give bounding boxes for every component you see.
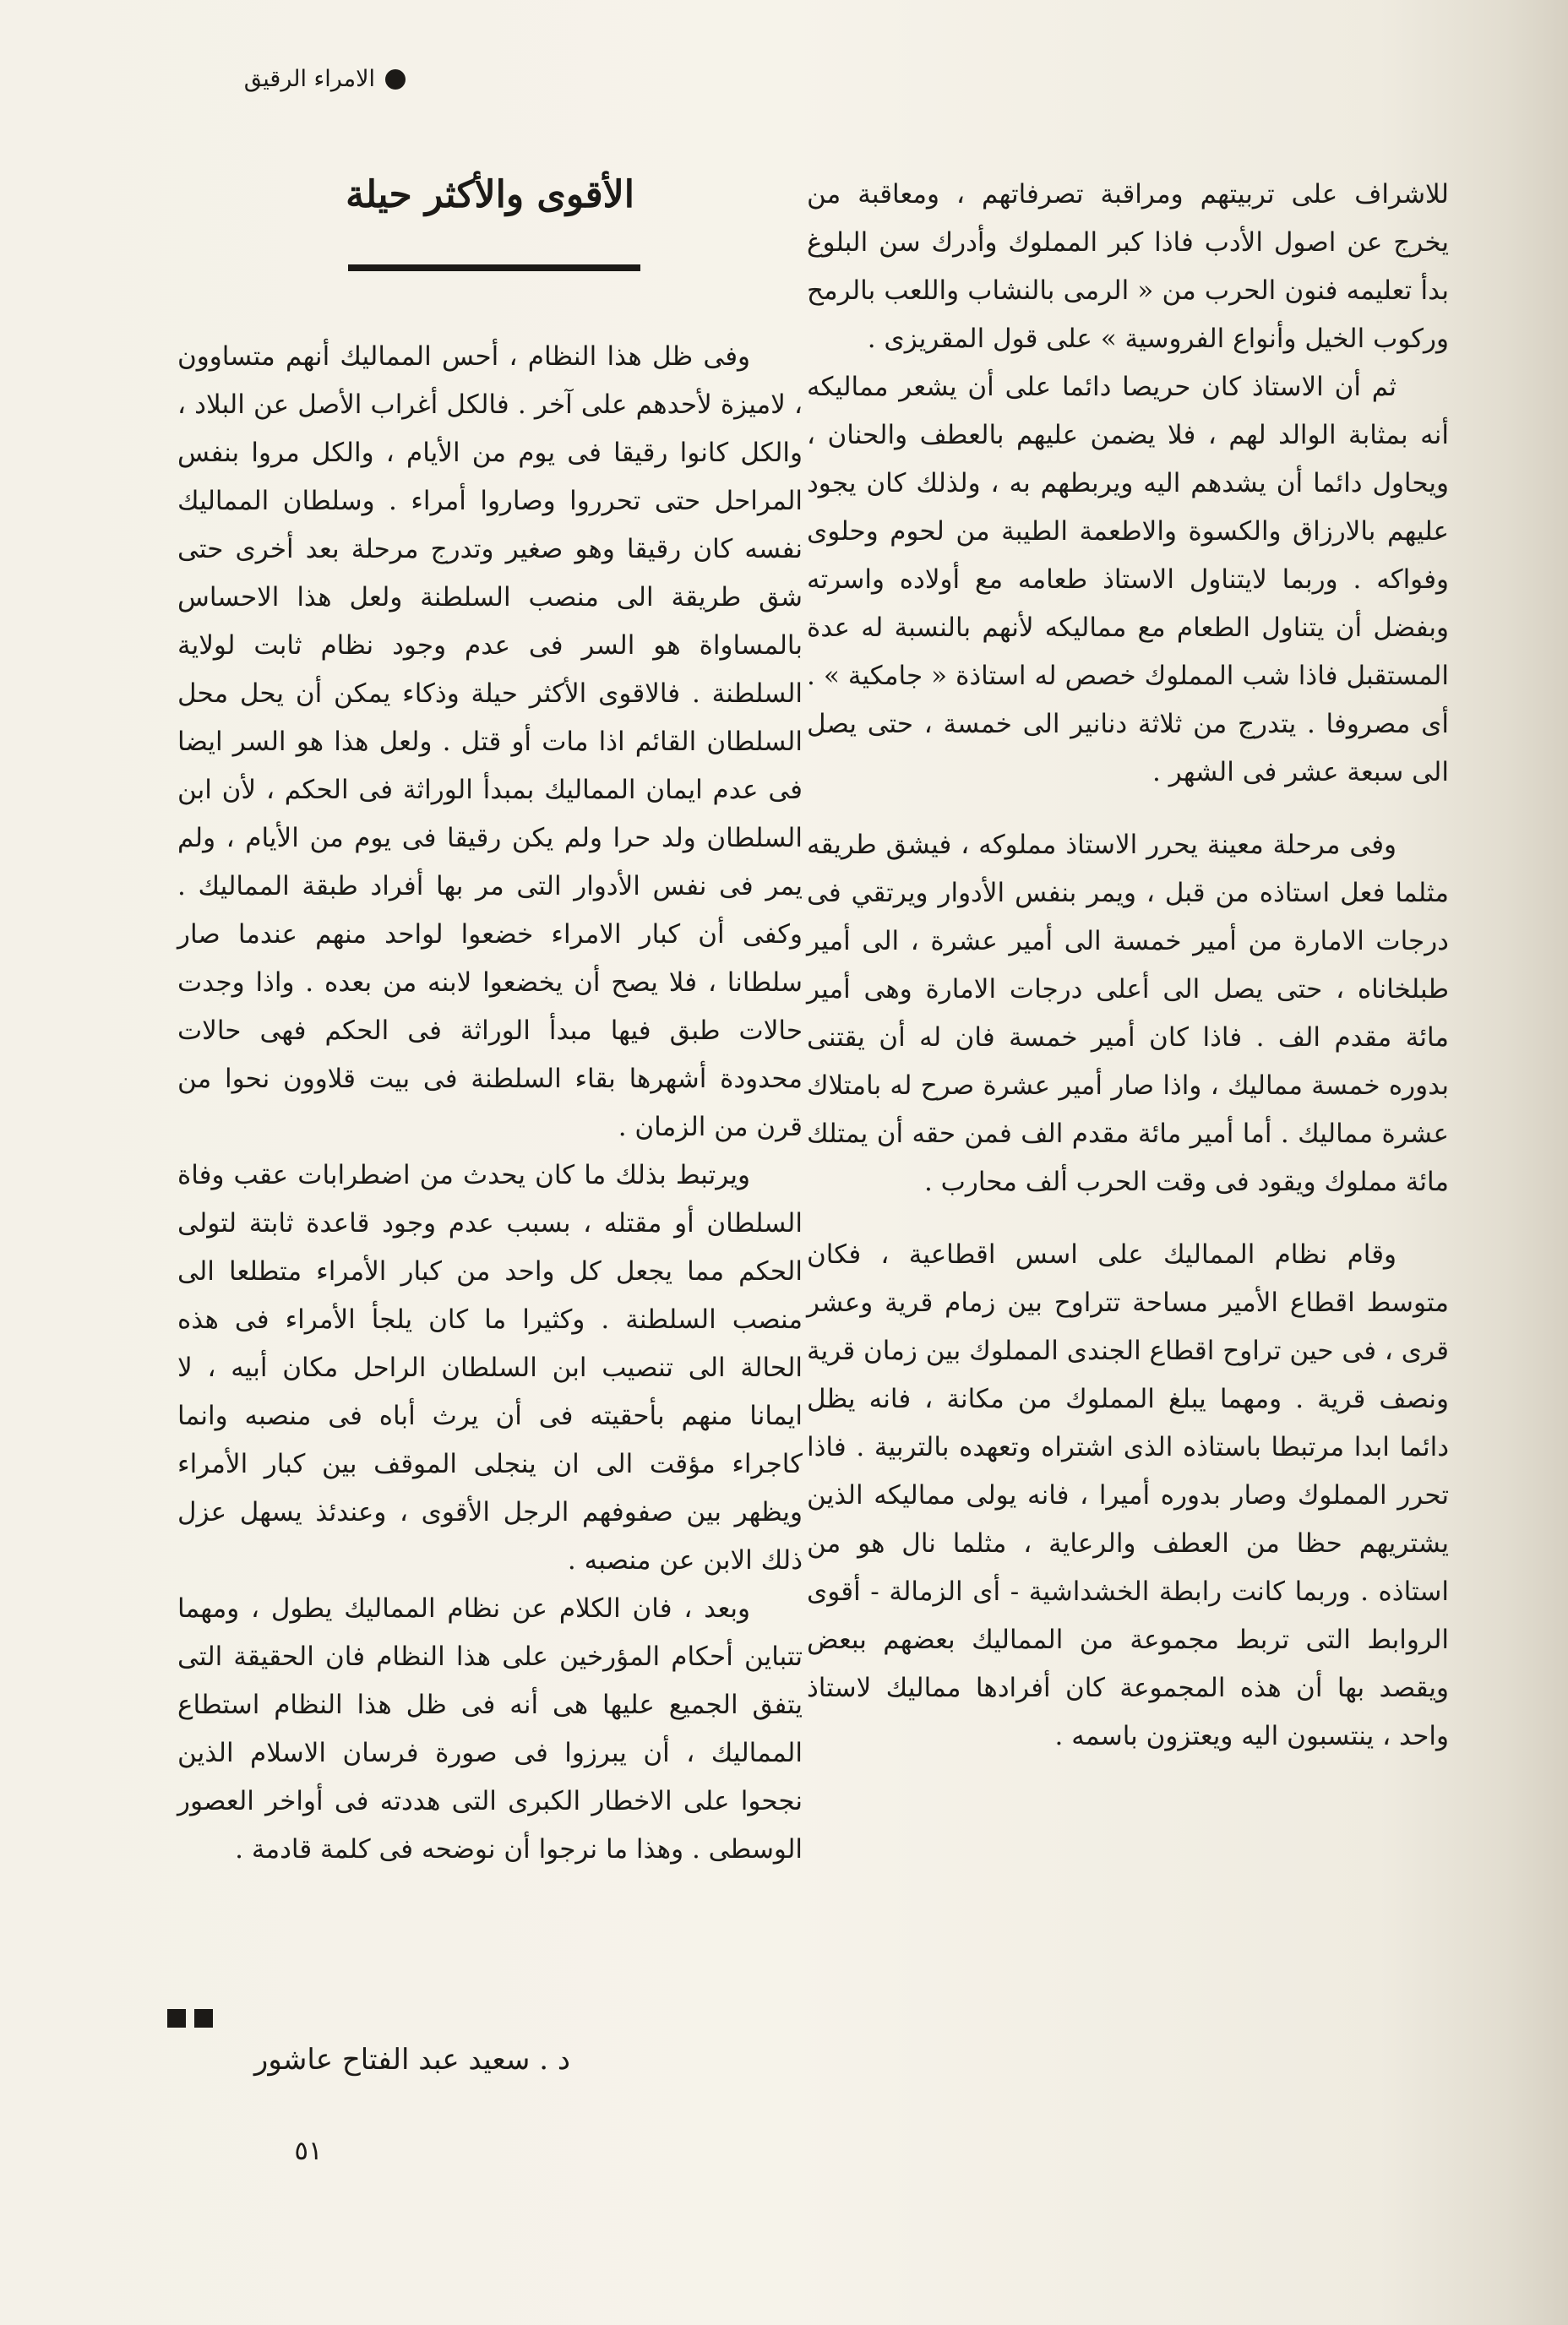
section-title: الأقوى والأكثر حيلة xyxy=(346,173,634,216)
end-of-article-marks xyxy=(167,2009,213,2028)
bullet-icon xyxy=(385,69,406,90)
paragraph: وبعد ، فان الكلام عن نظام المماليك يطول ، ومهما تتباين أحكام المؤرخين على هذا النظام فان الحقيقة التى يتفق الجميع عليها هى أنه فى ظل هذا النظام استطاع المماليك ، أن يبرزوا فى صورة فرسان الاسلام الذين نجحوا على الاخطار الكبرى التى هددته فى أواخر العصور الوسطى . وهذا ما نرجوا أن نوضحه فى كلمة قادمة . xyxy=(177,1593,803,1865)
paragraph: ثم أن الاستاذ كان حريصا دائما على أن يشعر مماليكه أنه بمثابة الوالد لهم ، فلا يضمن عليهم بالعطف والحنان ، ويحاول دائما أن يشدهم اليه ويربطهم به ، ولذلك كان يجود عليهم بالارزاق والكسوة والاطعمة الطيبة من لحوم وحلوى وفواكه . وربما لايتناول الاستاذ طعامه مع أولاده واسرته وبفضل أن يتناول الطعام مع مماليكه لأنهم بالنسبة له عدة المستقبل فاذا شب المملوك خصص له استاذة « جامكية » . أى مصروفا . يتدرج من ثلاثة دنانير الى خمسة ، حتى يصل الى سبعة عشر فى الشهر . xyxy=(807,372,1449,787)
paragraph: وقام نظام المماليك على اسس اقطاعية ، فكان متوسط اقطاع الأمير مساحة تتراوح بين زمام قرية وعشر قرى ، فى حين تراوح اقطاع الجندى المملوك بين زمان قرية ونصف قرية . ومهما يبلغ المملوك من مكانة ، فانه يظل دائما ابدا مرتبطا باستاذه الذى اشتراه وتعهده بالتربية . فاذا تحرر المملوك وصار بدوره أميرا ، فانه يولى مماليكه الذين يشتريهم حظا من العطف والرعاية ، مثلما نال هو من استاذه . وربما كانت رابطة الخشداشية - أى الزمالة - أقوى الروابط التى تربط مجموعة من المماليك بعضهم ببعض ويقصد بها أن هذه المجموعة كان أفرادها مماليك لاستاذ واحد ، ينتسبون اليه ويعتزون باسمه . xyxy=(807,1239,1449,1751)
paragraph: ويرتبط بذلك ما كان يحدث من اضطرابات عقب وفاة السلطان أو مقتله ، بسبب عدم وجود قاعدة ثابتة لتولى الحكم مما يجعل كل واحد من كبار الأمراء متطلعا الى منصب السلطنة . وكثيرا ما كان يلجأ الأمراء فى هذه الحالة الى تنصيب ابن السلطان الراحل مكان أبيه ، لا ايمانا منهم بأحقيته فى أن يرث أباه فى منصبه وانما كاجراء مؤقت الى ان ينجلى الموقف بين كبار الأمراء ويظهر بين صفوفهم الرجل الأقوى ، وعندئذ يسهل عزل ذلك الابن عن منصبه . xyxy=(177,1160,803,1576)
right-column xyxy=(807,171,1449,1761)
page-number: ٥١ xyxy=(294,2136,323,2166)
author-signature: د . سعيد عبد الفتاح عاشور xyxy=(253,2043,570,2077)
paragraph: وفى مرحلة معينة يحرر الاستاذ مملوكه ، فيشق طريقه مثلما فعل استاذه من قبل ، ويمر بنفس الأدوار ويرتقي فى درجات الامارة من أمير خمسة الى أمير عشرة ، الى أمير طبلخاناه ، حتى يصل الى أعلى درجات الامارة وهى أمير مائة مقدم الف . فاذا كان أمير خمسة فان له أن يقتنى بدوره خمسة مماليك ، واذا صار أمير عشرة صرح له بامتلاك عشرة مماليك . أما أمير مائة مقدم الف فمن حقه أن يمتلك مائة مملوك ويقود فى وقت الحرب ألف محارب . xyxy=(807,830,1449,1197)
running-title: الامراء الرقيق xyxy=(243,66,375,92)
paragraph: للاشراف على تربيتهم ومراقبة تصرفاتهم ، ومعاقبة من يخرج عن اصول الأدب فاذا كبر المملوك وأدرك سن البلوغ بدأ تعليمه فنون الحرب من « الرمى بالنشاب واللعب بالرمح وركوب الخيل وأنواع الفروسية » على قول المقريزى . xyxy=(807,179,1449,354)
left-column xyxy=(177,333,803,1874)
square-icon xyxy=(167,2009,186,2028)
square-icon xyxy=(194,2009,213,2028)
paragraph: وفى ظل هذا النظام ، أحس المماليك أنهم متساوون ، لاميزة لأحدهم على آخر . فالكل أغراب الأصل عن البلاد ، والكل كانوا رقيقا فى يوم من الأيام ، والكل مروا بنفس المراحل حتى تحرروا وصاروا أمراء . وسلطان المماليك نفسه كان رقيقا وهو صغير وتدرج مرحلة بعد أخرى حتى شق طريقة الى منصب السلطنة ولعل هذا الاحساس بالمساواة هو السر فى عدم وجود نظام ثابت لولاية السلطنة . فالاقوى الأكثر حيلة وذكاء يمكن أن يحل محل السلطان القائم اذا مات أو قتل . ولعل هذا هو السر ايضا فى عدم ايمان المماليك بمبدأ الوراثة فى الحكم ، لأن ابن السلطان ولد حرا ولم يكن رقيقا فى يوم من الأيام ، ولم يمر فى نفس الأدوار التى مر بها أفراد طبقة المماليك . وكفى أن كبار الامراء خضعوا لواحد منهم عندما صار سلطانا ، فلا يصح أن يخضعوا لابنه من بعده . واذا وجدت حالات طبق فيها مبدأ الوراثة فى الحكم فهى حالات محدودة أشهرها بقاء السلطنة فى بيت قلاوون نحوا من قرن من الزمان . xyxy=(177,341,803,1142)
title-underline xyxy=(348,264,640,271)
running-header xyxy=(203,66,406,92)
